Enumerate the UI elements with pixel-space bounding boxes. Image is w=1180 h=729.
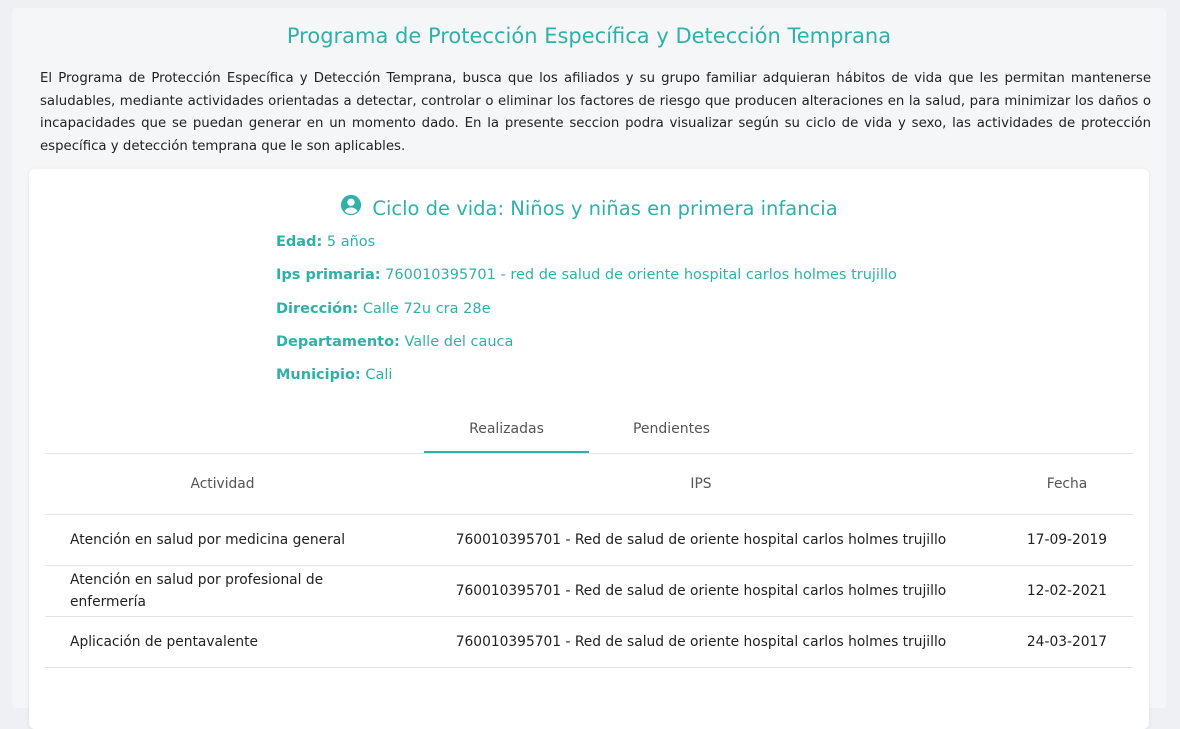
primary-ips-row: [276, 264, 897, 297]
table-header-row: [45, 454, 1133, 515]
activities-table: [45, 454, 1133, 668]
date-cell: 24-03-2017: [1001, 617, 1133, 668]
cycle-title: [29, 194, 1149, 220]
municipality-label: Municipio:: [276, 367, 361, 384]
age-label: Edad:: [276, 234, 323, 250]
column-header-actividad: Actividad: [45, 454, 401, 515]
user-circle-icon: [340, 194, 362, 216]
life-cycle-card: [29, 169, 1149, 729]
table-row: [45, 515, 1133, 566]
column-header-fecha: Fecha: [1001, 454, 1133, 515]
table-row: [45, 617, 1133, 668]
address-row: [276, 298, 897, 331]
date-cell: 12-02-2021: [1001, 566, 1133, 617]
primary-ips-label: Ips primaria:: [276, 267, 381, 284]
activity-cell: Aplicación de pentavalente: [45, 617, 401, 668]
primary-ips-value: 760010395701 - red de salud de oriente hospital carlos holmes trujillo: [385, 267, 897, 284]
address-label: Dirección:: [276, 300, 359, 317]
age-value: 5 años: [326, 234, 376, 250]
activity-cell: Atención en salud por profesional de enfermería: [45, 566, 401, 617]
program-description: El Programa de Protección Específica y Detección Temprana, busca que los afiliados y su grupo familiar adquieran hábitos de vida que les permitan mantenerse saludables, mediante actividades orientadas a detectar, controlar o eliminar los factores de riesgo que producen alteraciones en la salud, para minimizar los daños o incapacidades que se puedan generar en un momento dado. En la presente seccion podra visualizar según su ciclo de vida y sexo, las actividades de protección específica y detección temprana que le son aplicables.: [40, 71, 1151, 154]
municipality-value: Cali: [365, 367, 393, 384]
page-title: Programa de Protección Específica y Detección Temprana: [286, 24, 892, 48]
ips-cell: 760010395701 - Red de salud de oriente hospital carlos holmes trujillo: [401, 617, 1001, 668]
profile-info: [276, 231, 897, 397]
cycle-title-text: Ciclo de vida: Niños y niñas en primera infancia: [372, 197, 838, 220]
department-value: Valle del cauca: [404, 333, 514, 350]
activity-tabs: [424, 412, 754, 453]
table-row: [45, 566, 1133, 617]
ips-cell: 760010395701 - Red de salud de oriente hospital carlos holmes trujillo: [401, 566, 1001, 617]
municipality-row: [276, 364, 897, 397]
ips-cell: 760010395701 - Red de salud de oriente hospital carlos holmes trujillo: [401, 515, 1001, 566]
address-value: Calle 72u cra 28e: [362, 300, 491, 317]
department-label: Departamento:: [276, 333, 400, 350]
column-header-ips: IPS: [401, 454, 1001, 515]
program-panel: [12, 8, 1166, 708]
tab-realizadas[interactable]: Realizadas: [424, 412, 589, 453]
tab-pendientes[interactable]: Pendientes: [632, 421, 711, 437]
activity-cell: Atención en salud por medicina general: [45, 515, 401, 566]
department-row: [276, 331, 897, 364]
age-row: [276, 231, 897, 264]
date-cell: 17-09-2019: [1001, 515, 1133, 566]
